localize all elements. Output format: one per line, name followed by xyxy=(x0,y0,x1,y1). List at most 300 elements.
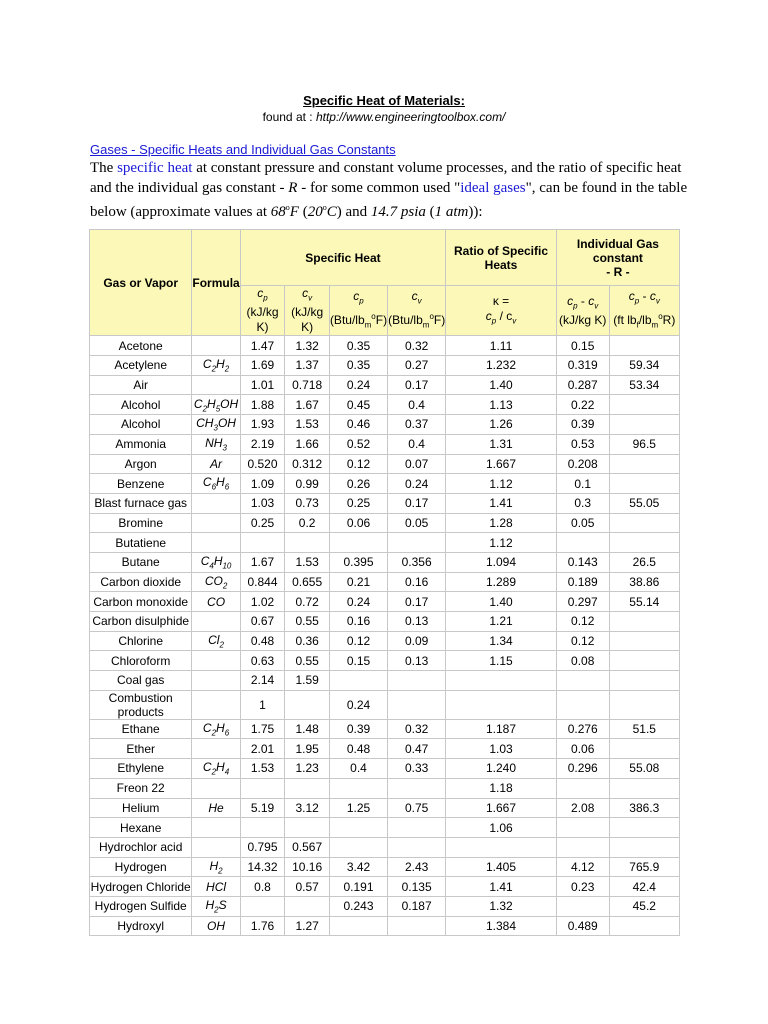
r-imp-cell xyxy=(609,533,679,553)
gas-name-cell: Carbon disulphide xyxy=(90,612,192,632)
gas-name-cell: Hexane xyxy=(90,818,192,838)
cp-imp-cell: 0.191 xyxy=(329,877,387,897)
kappa-cell: 1.26 xyxy=(446,415,557,435)
gas-name-cell: Chloroform xyxy=(90,651,192,671)
cp-imp-cell: 1.25 xyxy=(329,798,387,818)
formula-cell: $C_2H_2$ xyxy=(192,356,240,376)
cv-si-cell: 0.2 xyxy=(285,513,330,533)
cp-si-cell: 14.32 xyxy=(240,857,285,877)
cp-si-cell: 1 xyxy=(240,690,285,719)
cp-imp-cell: 0.12 xyxy=(329,631,387,651)
gas-name-cell: Ether xyxy=(90,739,192,759)
r-imp-cell xyxy=(609,671,679,691)
source-url[interactable]: http://www.engineeringtoolbox.com/ xyxy=(315,110,506,124)
r-si-cell: 0.53 xyxy=(556,434,609,454)
cp-imp-cell xyxy=(329,778,387,798)
r-si-cell: 0.08 xyxy=(556,651,609,671)
r-imp-cell xyxy=(609,415,679,435)
kappa-cell: 1.21 xyxy=(446,612,557,632)
cv-imp-cell: 0.37 xyxy=(388,415,446,435)
kappa-cell: 1.11 xyxy=(446,336,557,356)
r-imp-cell xyxy=(609,631,679,651)
r-imp-cell xyxy=(609,651,679,671)
r-imp-cell: 38.86 xyxy=(609,572,679,592)
formula-cell xyxy=(192,651,240,671)
kappa-cell: 1.31 xyxy=(446,434,557,454)
unit-r-imp: $c_p - c_v$ (ft $lb_f/lb_m^oR$) xyxy=(609,286,679,336)
r-si-cell: 0.23 xyxy=(556,877,609,897)
table-row xyxy=(90,572,680,592)
r-si-cell: 0.489 xyxy=(556,916,609,936)
cp-imp-cell xyxy=(329,837,387,857)
kappa-cell: 1.34 xyxy=(446,631,557,651)
cv-si-cell xyxy=(285,896,330,916)
formula-cell: $CH_3OH$ xyxy=(192,415,240,435)
table-row xyxy=(90,818,680,838)
formula-cell: $H_2$ xyxy=(192,857,240,877)
header-gas: Gas or Vapor xyxy=(90,230,192,336)
table-row xyxy=(90,759,680,779)
cv-si-cell xyxy=(285,818,330,838)
table-row xyxy=(90,395,680,415)
kappa-cell: 1.094 xyxy=(446,552,557,572)
r-si-cell: 0.39 xyxy=(556,415,609,435)
table-row xyxy=(90,671,680,691)
cv-si-cell: 0.567 xyxy=(285,837,330,857)
cp-imp-cell: 0.25 xyxy=(329,493,387,513)
cp-imp-cell: 0.24 xyxy=(329,690,387,719)
r-imp-cell xyxy=(609,837,679,857)
cv-si-cell: 0.72 xyxy=(285,592,330,612)
kappa-cell: 1.15 xyxy=(446,651,557,671)
table-row xyxy=(90,454,680,474)
cv-imp-cell: 0.4 xyxy=(388,395,446,415)
cv-si-cell: 0.73 xyxy=(285,493,330,513)
r-imp-cell: 55.05 xyxy=(609,493,679,513)
formula-cell: Ar xyxy=(192,454,240,474)
gas-name-cell: Butatiene xyxy=(90,533,192,553)
kappa-cell: 1.405 xyxy=(446,857,557,877)
cp-si-cell xyxy=(240,896,285,916)
cp-si-cell: 1.53 xyxy=(240,759,285,779)
cv-imp-cell xyxy=(388,818,446,838)
cp-si-cell: 1.75 xyxy=(240,719,285,739)
cv-imp-cell xyxy=(388,916,446,936)
table-row xyxy=(90,552,680,572)
cp-si-cell: 0.25 xyxy=(240,513,285,533)
kappa-cell xyxy=(446,690,557,719)
ideal-gases-link[interactable]: ideal gases xyxy=(460,180,526,196)
table-row xyxy=(90,356,680,376)
cv-imp-cell: 0.356 xyxy=(388,552,446,572)
formula-cell: CO xyxy=(192,592,240,612)
cv-si-cell: 1.59 xyxy=(285,671,330,691)
cv-si-cell: 1.95 xyxy=(285,739,330,759)
page-title: Specific Heat of Materials: xyxy=(303,93,465,108)
cv-imp-cell xyxy=(388,778,446,798)
unit-cv-imp: $c_v$ $(Btu/lb_m^oF)$ xyxy=(388,286,446,336)
kappa-cell: 1.03 xyxy=(446,739,557,759)
specific-heat-link[interactable]: specific heat xyxy=(117,160,193,176)
r-imp-cell xyxy=(609,513,679,533)
r-si-cell xyxy=(556,690,609,719)
cp-imp-cell xyxy=(329,671,387,691)
r-imp-cell xyxy=(609,916,679,936)
r-imp-cell: 53.34 xyxy=(609,375,679,395)
cv-imp-cell: 0.32 xyxy=(388,719,446,739)
r-si-cell: 0.276 xyxy=(556,719,609,739)
formula-cell xyxy=(192,671,240,691)
r-si-cell xyxy=(556,837,609,857)
cp-imp-cell: 0.243 xyxy=(329,896,387,916)
cp-imp-cell: 0.24 xyxy=(329,592,387,612)
r-si-cell: 0.05 xyxy=(556,513,609,533)
formula-cell xyxy=(192,533,240,553)
cp-si-cell: 0.844 xyxy=(240,572,285,592)
kappa-cell: 1.06 xyxy=(446,818,557,838)
cv-si-cell: 0.718 xyxy=(285,375,330,395)
unit-kappa: κ = $c_p / c_v$ xyxy=(446,286,557,336)
r-imp-cell: 59.34 xyxy=(609,356,679,376)
kappa-cell: 1.41 xyxy=(446,493,557,513)
gas-name-cell: Carbon monoxide xyxy=(90,592,192,612)
cp-si-cell: 1.76 xyxy=(240,916,285,936)
cp-si-cell: 1.88 xyxy=(240,395,285,415)
cv-imp-cell: 0.27 xyxy=(388,356,446,376)
cp-si-cell: 0.48 xyxy=(240,631,285,651)
cp-si-cell: 2.01 xyxy=(240,739,285,759)
cp-imp-cell: 0.45 xyxy=(329,395,387,415)
cv-imp-cell: 0.13 xyxy=(388,612,446,632)
r-si-cell: 0.189 xyxy=(556,572,609,592)
gas-name-cell: Air xyxy=(90,375,192,395)
cv-si-cell: 1.66 xyxy=(285,434,330,454)
cp-si-cell: 1.93 xyxy=(240,415,285,435)
formula-cell: HCl xyxy=(192,877,240,897)
section-heading-link[interactable]: Gases - Specific Heats and Individual Gas Constants xyxy=(90,142,396,157)
cv-si-cell: 1.67 xyxy=(285,395,330,415)
cv-imp-cell xyxy=(388,533,446,553)
cp-imp-cell: 0.395 xyxy=(329,552,387,572)
formula-cell xyxy=(192,739,240,759)
cv-imp-cell: 0.32 xyxy=(388,336,446,356)
header-ratio: Ratio of Specific Heats xyxy=(446,230,557,286)
r-imp-cell: 26.5 xyxy=(609,552,679,572)
cp-si-cell: 1.47 xyxy=(240,336,285,356)
formula-cell xyxy=(192,513,240,533)
gas-name-cell: Helium xyxy=(90,798,192,818)
cp-si-cell: 2.14 xyxy=(240,671,285,691)
cv-imp-cell: 0.75 xyxy=(388,798,446,818)
cp-si-cell xyxy=(240,533,285,553)
cv-si-cell: 1.32 xyxy=(285,336,330,356)
r-imp-cell xyxy=(609,612,679,632)
cv-imp-cell: 0.05 xyxy=(388,513,446,533)
kappa-cell: 1.40 xyxy=(446,375,557,395)
kappa-cell: 1.32 xyxy=(446,896,557,916)
gas-name-cell: Alcohol xyxy=(90,395,192,415)
r-si-cell xyxy=(556,778,609,798)
formula-cell xyxy=(192,375,240,395)
cv-si-cell: 10.16 xyxy=(285,857,330,877)
cv-si-cell: 3.12 xyxy=(285,798,330,818)
gas-name-cell: Hydrogen Chloride xyxy=(90,877,192,897)
cv-imp-cell: 0.13 xyxy=(388,651,446,671)
cv-imp-cell: 2.43 xyxy=(388,857,446,877)
formula-cell: OH xyxy=(192,916,240,936)
cp-imp-cell: 0.21 xyxy=(329,572,387,592)
r-si-cell: 0.12 xyxy=(556,631,609,651)
cp-imp-cell: 3.42 xyxy=(329,857,387,877)
unit-cp-imp: $c_p$ $(Btu/lb_m^oF)$ xyxy=(329,286,387,336)
source-line: found at : http://www.engineeringtoolbox.com/ xyxy=(262,110,506,124)
cv-si-cell: 0.655 xyxy=(285,572,330,592)
cv-imp-cell: 0.07 xyxy=(388,454,446,474)
kappa-cell: 1.40 xyxy=(446,592,557,612)
formula-cell: He xyxy=(192,798,240,818)
cv-imp-cell: 0.33 xyxy=(388,759,446,779)
table-row xyxy=(90,612,680,632)
formula-cell: $NH_3$ xyxy=(192,434,240,454)
gas-name-cell: Ethylene xyxy=(90,759,192,779)
r-si-cell xyxy=(556,671,609,691)
cp-si-cell: 2.19 xyxy=(240,434,285,454)
r-si-cell: 0.143 xyxy=(556,552,609,572)
table-row xyxy=(90,336,680,356)
gas-name-cell: Coal gas xyxy=(90,671,192,691)
table-row xyxy=(90,415,680,435)
kappa-cell xyxy=(446,671,557,691)
r-imp-cell: 42.4 xyxy=(609,877,679,897)
cp-imp-cell: 0.35 xyxy=(329,356,387,376)
kappa-cell: 1.289 xyxy=(446,572,557,592)
r-si-cell: 0.15 xyxy=(556,336,609,356)
r-imp-cell: 765.9 xyxy=(609,857,679,877)
specific-heat-table xyxy=(89,229,680,936)
cv-imp-cell: 0.4 xyxy=(388,434,446,454)
r-si-cell: 0.297 xyxy=(556,592,609,612)
r-imp-cell: 386.3 xyxy=(609,798,679,818)
cp-imp-cell: 0.12 xyxy=(329,454,387,474)
r-si-cell xyxy=(556,533,609,553)
cp-si-cell: 1.01 xyxy=(240,375,285,395)
cv-si-cell: 0.55 xyxy=(285,612,330,632)
cv-si-cell: 0.99 xyxy=(285,474,330,494)
r-si-cell: 0.1 xyxy=(556,474,609,494)
cp-si-cell: 1.02 xyxy=(240,592,285,612)
cv-si-cell: 1.37 xyxy=(285,356,330,376)
table-row xyxy=(90,533,680,553)
r-si-cell: 0.22 xyxy=(556,395,609,415)
gas-name-cell: Hydrogen xyxy=(90,857,192,877)
cv-si-cell: 1.53 xyxy=(285,415,330,435)
table-row xyxy=(90,493,680,513)
r-imp-cell xyxy=(609,395,679,415)
gas-name-cell: Alcohol xyxy=(90,415,192,435)
cp-si-cell xyxy=(240,778,285,798)
cv-si-cell: 0.312 xyxy=(285,454,330,474)
cv-si-cell xyxy=(285,533,330,553)
cv-imp-cell: 0.17 xyxy=(388,592,446,612)
gas-name-cell: Ethane xyxy=(90,719,192,739)
unit-cv-si: $c_v$ (kJ/kg K) xyxy=(285,286,330,336)
table-row xyxy=(90,434,680,454)
cv-si-cell: 0.55 xyxy=(285,651,330,671)
gas-name-cell: Carbon dioxide xyxy=(90,572,192,592)
gas-name-cell: Argon xyxy=(90,454,192,474)
kappa-cell: 1.187 xyxy=(446,719,557,739)
unit-r-si: $c_p - c_v$ (kJ/kg K) xyxy=(556,286,609,336)
formula-cell: $Cl_2$ xyxy=(192,631,240,651)
r-imp-cell xyxy=(609,690,679,719)
r-imp-cell: 51.5 xyxy=(609,719,679,739)
cv-imp-cell xyxy=(388,837,446,857)
gas-name-cell: Bromine xyxy=(90,513,192,533)
cv-si-cell: 1.23 xyxy=(285,759,330,779)
cp-imp-cell: 0.16 xyxy=(329,612,387,632)
cp-imp-cell xyxy=(329,818,387,838)
cp-si-cell: 5.19 xyxy=(240,798,285,818)
r-si-cell: 0.12 xyxy=(556,612,609,632)
cp-si-cell: 0.520 xyxy=(240,454,285,474)
cp-imp-cell: 0.26 xyxy=(329,474,387,494)
formula-cell: $C_4H_{10}$ xyxy=(192,552,240,572)
formula-cell xyxy=(192,493,240,513)
cp-imp-cell: 0.4 xyxy=(329,759,387,779)
cv-si-cell: 1.48 xyxy=(285,719,330,739)
table-row xyxy=(90,690,680,719)
gas-name-cell: Combustion products xyxy=(90,690,192,719)
cp-imp-cell: 0.46 xyxy=(329,415,387,435)
cp-imp-cell: 0.24 xyxy=(329,375,387,395)
gas-name-cell: Chlorine xyxy=(90,631,192,651)
header-gas-constant: Individual Gas constant - R - xyxy=(556,230,679,286)
kappa-cell: 1.28 xyxy=(446,513,557,533)
gas-name-cell: Butane xyxy=(90,552,192,572)
table-row xyxy=(90,896,680,916)
r-imp-cell xyxy=(609,739,679,759)
kappa-cell: 1.12 xyxy=(446,533,557,553)
gas-name-cell: Hydrochlor acid xyxy=(90,837,192,857)
kappa-cell: 1.18 xyxy=(446,778,557,798)
kappa-cell: 1.240 xyxy=(446,759,557,779)
gas-name-cell: Benzene xyxy=(90,474,192,494)
kappa-cell: 1.13 xyxy=(446,395,557,415)
cp-si-cell: 0.67 xyxy=(240,612,285,632)
r-si-cell: 0.208 xyxy=(556,454,609,474)
formula-cell: $C_2H_5OH$ xyxy=(192,395,240,415)
table-row xyxy=(90,592,680,612)
table-row xyxy=(90,474,680,494)
table-row xyxy=(90,651,680,671)
kappa-cell xyxy=(446,837,557,857)
cv-imp-cell: 0.24 xyxy=(388,474,446,494)
cp-si-cell: 0.8 xyxy=(240,877,285,897)
cp-imp-cell: 0.06 xyxy=(329,513,387,533)
r-imp-cell: 55.08 xyxy=(609,759,679,779)
r-si-cell: 0.06 xyxy=(556,739,609,759)
cv-si-cell: 0.57 xyxy=(285,877,330,897)
cv-imp-cell: 0.09 xyxy=(388,631,446,651)
r-imp-cell xyxy=(609,818,679,838)
kappa-cell: 1.232 xyxy=(446,356,557,376)
cv-imp-cell: 0.17 xyxy=(388,375,446,395)
r-si-cell: 2.08 xyxy=(556,798,609,818)
header-formula: Formula xyxy=(192,230,240,336)
cv-si-cell: 0.36 xyxy=(285,631,330,651)
formula-cell xyxy=(192,690,240,719)
intro-paragraph: The specific heat at constant pressure and constant volume processes, and the ratio of specific heat and the individual gas constant - R - for some common used "ideal gases", can be found in the table below (approximate values at 68$^o$F (20$^o$C) and 14.7 psia (1 atm)): xyxy=(90,160,688,220)
cp-si-cell: 1.67 xyxy=(240,552,285,572)
cp-si-cell xyxy=(240,818,285,838)
formula-cell: $C_2H_4$ xyxy=(192,759,240,779)
cp-si-cell: 0.795 xyxy=(240,837,285,857)
cp-si-cell: 0.63 xyxy=(240,651,285,671)
formula-cell: $CO_2$ xyxy=(192,572,240,592)
cv-si-cell: 1.53 xyxy=(285,552,330,572)
r-imp-cell xyxy=(609,454,679,474)
formula-cell xyxy=(192,612,240,632)
r-si-cell: 0.319 xyxy=(556,356,609,376)
cv-si-cell: 1.27 xyxy=(285,916,330,936)
r-si-cell: 0.296 xyxy=(556,759,609,779)
kappa-cell: 1.667 xyxy=(446,798,557,818)
table-row xyxy=(90,877,680,897)
cv-si-cell xyxy=(285,778,330,798)
table-row xyxy=(90,837,680,857)
gas-name-cell: Acetone xyxy=(90,336,192,356)
r-imp-cell xyxy=(609,778,679,798)
gas-name-cell: Hydrogen Sulfide xyxy=(90,896,192,916)
table-row xyxy=(90,916,680,936)
r-si-cell: 0.3 xyxy=(556,493,609,513)
r-imp-cell xyxy=(609,474,679,494)
gas-name-cell: Acetylene xyxy=(90,356,192,376)
cv-imp-cell: 0.17 xyxy=(388,493,446,513)
formula-cell xyxy=(192,818,240,838)
table-row xyxy=(90,631,680,651)
cp-imp-cell: 0.48 xyxy=(329,739,387,759)
r-si-cell xyxy=(556,818,609,838)
r-imp-cell: 45.2 xyxy=(609,896,679,916)
kappa-cell: 1.41 xyxy=(446,877,557,897)
formula-cell: $C_2H_6$ xyxy=(192,719,240,739)
cp-imp-cell: 0.35 xyxy=(329,336,387,356)
cv-imp-cell xyxy=(388,690,446,719)
table-row xyxy=(90,857,680,877)
gas-name-cell: Ammonia xyxy=(90,434,192,454)
gas-name-cell: Hydroxyl xyxy=(90,916,192,936)
cv-imp-cell: 0.135 xyxy=(388,877,446,897)
r-imp-cell: 55.14 xyxy=(609,592,679,612)
cp-imp-cell xyxy=(329,533,387,553)
table-row xyxy=(90,513,680,533)
cp-imp-cell: 0.39 xyxy=(329,719,387,739)
table-row xyxy=(90,719,680,739)
kappa-cell: 1.384 xyxy=(446,916,557,936)
r-si-cell: 4.12 xyxy=(556,857,609,877)
cp-imp-cell: 0.52 xyxy=(329,434,387,454)
formula-cell: $C_6H_6$ xyxy=(192,474,240,494)
table-row xyxy=(90,778,680,798)
table-row xyxy=(90,375,680,395)
cv-imp-cell: 0.16 xyxy=(388,572,446,592)
cp-si-cell: 1.69 xyxy=(240,356,285,376)
r-si-cell: 0.287 xyxy=(556,375,609,395)
cp-si-cell: 1.03 xyxy=(240,493,285,513)
cp-imp-cell: 0.15 xyxy=(329,651,387,671)
cv-imp-cell xyxy=(388,671,446,691)
